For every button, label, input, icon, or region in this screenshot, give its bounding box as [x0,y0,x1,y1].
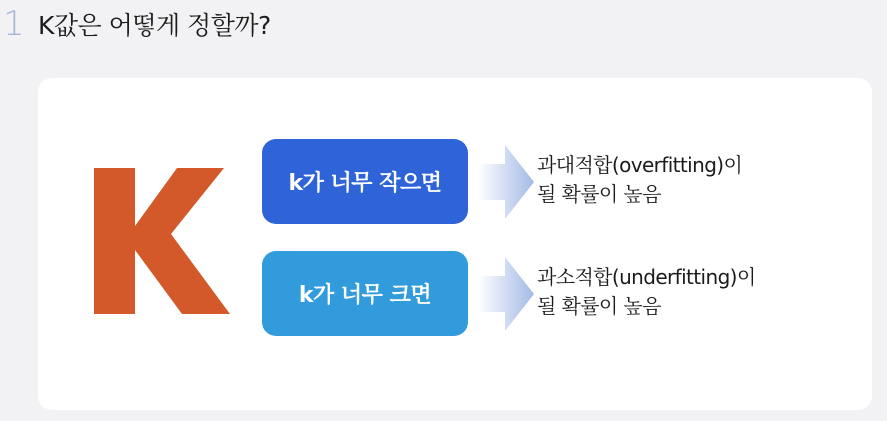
section-header [0,0,887,60]
result-line: 될 확률이 높음 [537,294,661,318]
case-large-k-label: k가 너무 크면 [298,283,432,308]
section-number: 1 [3,4,25,44]
case-large-k-result [537,263,867,321]
case-small-k-label: k가 너무 작으면 [288,171,442,196]
big-k-shape [94,168,230,314]
arrow-right-icon [478,145,534,219]
arrow-right-icon [478,257,534,331]
case-large-k [262,251,468,336]
big-k-letter [94,168,230,314]
result-line: 과대적합(overfitting)이 [537,153,743,177]
case-small-k [262,139,468,224]
section-title: K값은 어떻게 정할까? [38,11,271,40]
result-line: 될 확률이 높음 [537,182,661,206]
case-small-k-result [537,151,867,209]
result-line: 과소적합(underfitting)이 [537,265,756,289]
